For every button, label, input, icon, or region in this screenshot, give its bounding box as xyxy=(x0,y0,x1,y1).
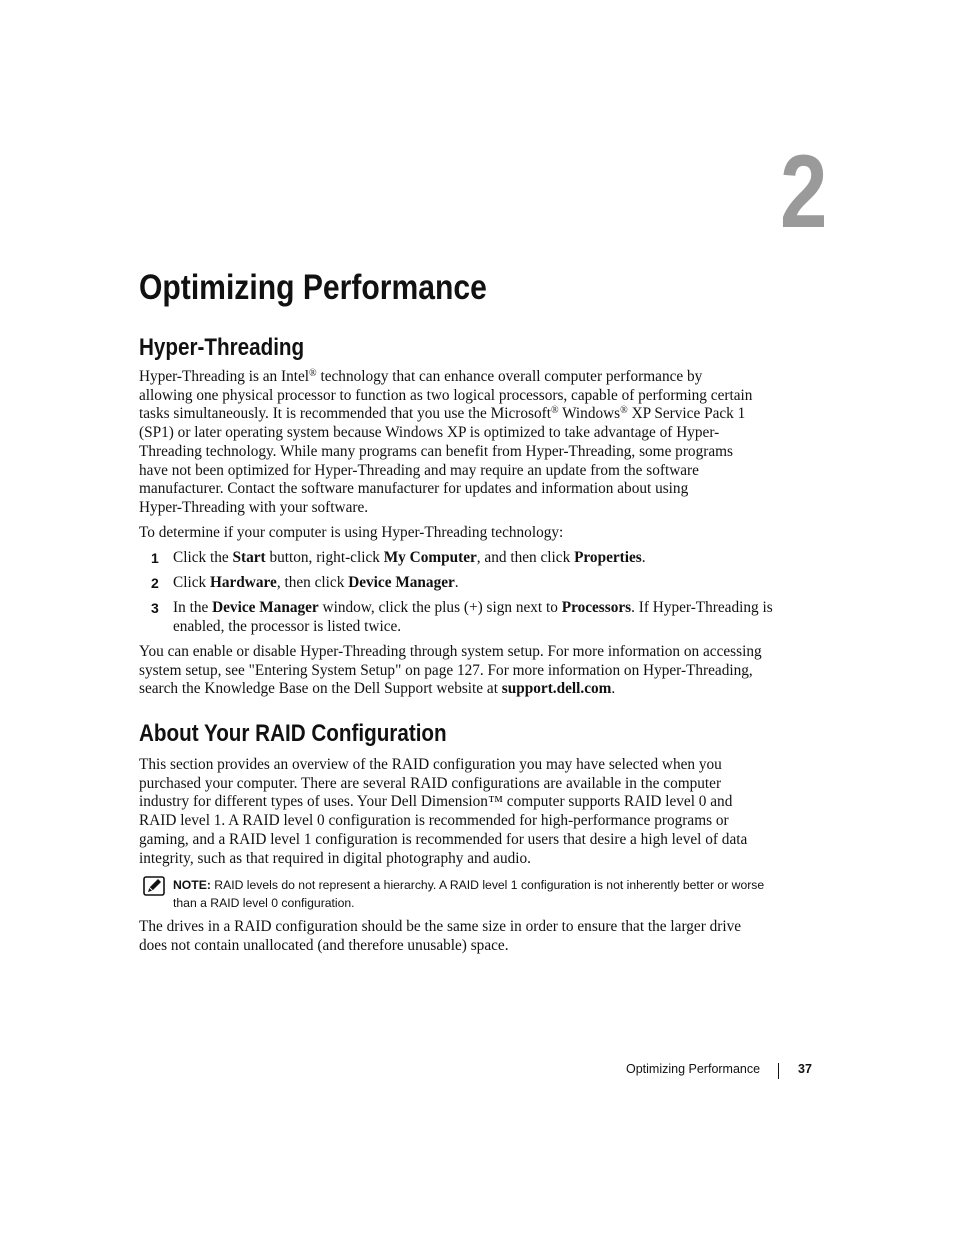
support-link: support.dell.com xyxy=(501,680,612,698)
section-heading-raid: About Your RAID Configuration xyxy=(139,720,447,747)
pencil-note-icon xyxy=(143,876,165,896)
page-number: 37 xyxy=(798,1062,812,1076)
raid-drive-size-text: The drives in a RAID configuration should be the same size in order to ensure that the larger drive does not contain unallocated (and therefore unusable) space. xyxy=(139,918,742,954)
hyper-threading-intro: Hyper-Threading is an Intel® technology that can enhance overall computer performance by allowing one physical processor to function as two logical processors, capable of performing certain tasks simultaneously. It is recommended that you use the Microsoft® Windows® XP Service Pack 1 (SP1) or later operating system because Windows XP is optimized to take advantage of Hyper- Threading technology. While many programs can benefit from Hyper-Threading, some programs have not been optimized for Hyper-Threading and may require an update from the software manufacturer. Contact the software manufacturer for updates and information about using Hyper-Threading with your software. xyxy=(139,368,753,516)
chapter-number: 2 xyxy=(780,134,828,250)
step-number: 3 xyxy=(151,600,159,616)
footer-title: Optimizing Performance xyxy=(626,1062,761,1076)
note-label: NOTE: xyxy=(173,878,211,892)
section-heading-hyper-threading: Hyper-Threading xyxy=(139,334,305,361)
enable-disable-text: You can enable or disable Hyper-Threading through system setup. For more information on accessing system setup, see "Entering System Setup" on page 127. For more information on Hyper-Threading, search the Knowledge Base on the Dell Support website at support.dell.com. xyxy=(139,643,762,698)
raid-overview: This section provides an overview of the RAID configuration you may have selected when you purchased your computer. There are several RAID configurations are available in the computer industry for different types of uses. Your Dell Dimension™ computer supports RAID level 0 and RAID level 1. A RAID level 0 configuration is recommended for high-performance programs or gaming, and a RAID level 1 configuration is recommended for users that desire a high level of data integrity, such as that required in digital photography and audio. xyxy=(139,756,748,867)
footer-divider xyxy=(778,1063,779,1079)
determine-text: To determine if your computer is using Hyper-Threading technology: xyxy=(139,524,564,541)
step-number: 2 xyxy=(151,575,159,591)
page-title: Optimizing Performance xyxy=(139,268,487,307)
step-number: 1 xyxy=(151,550,159,566)
